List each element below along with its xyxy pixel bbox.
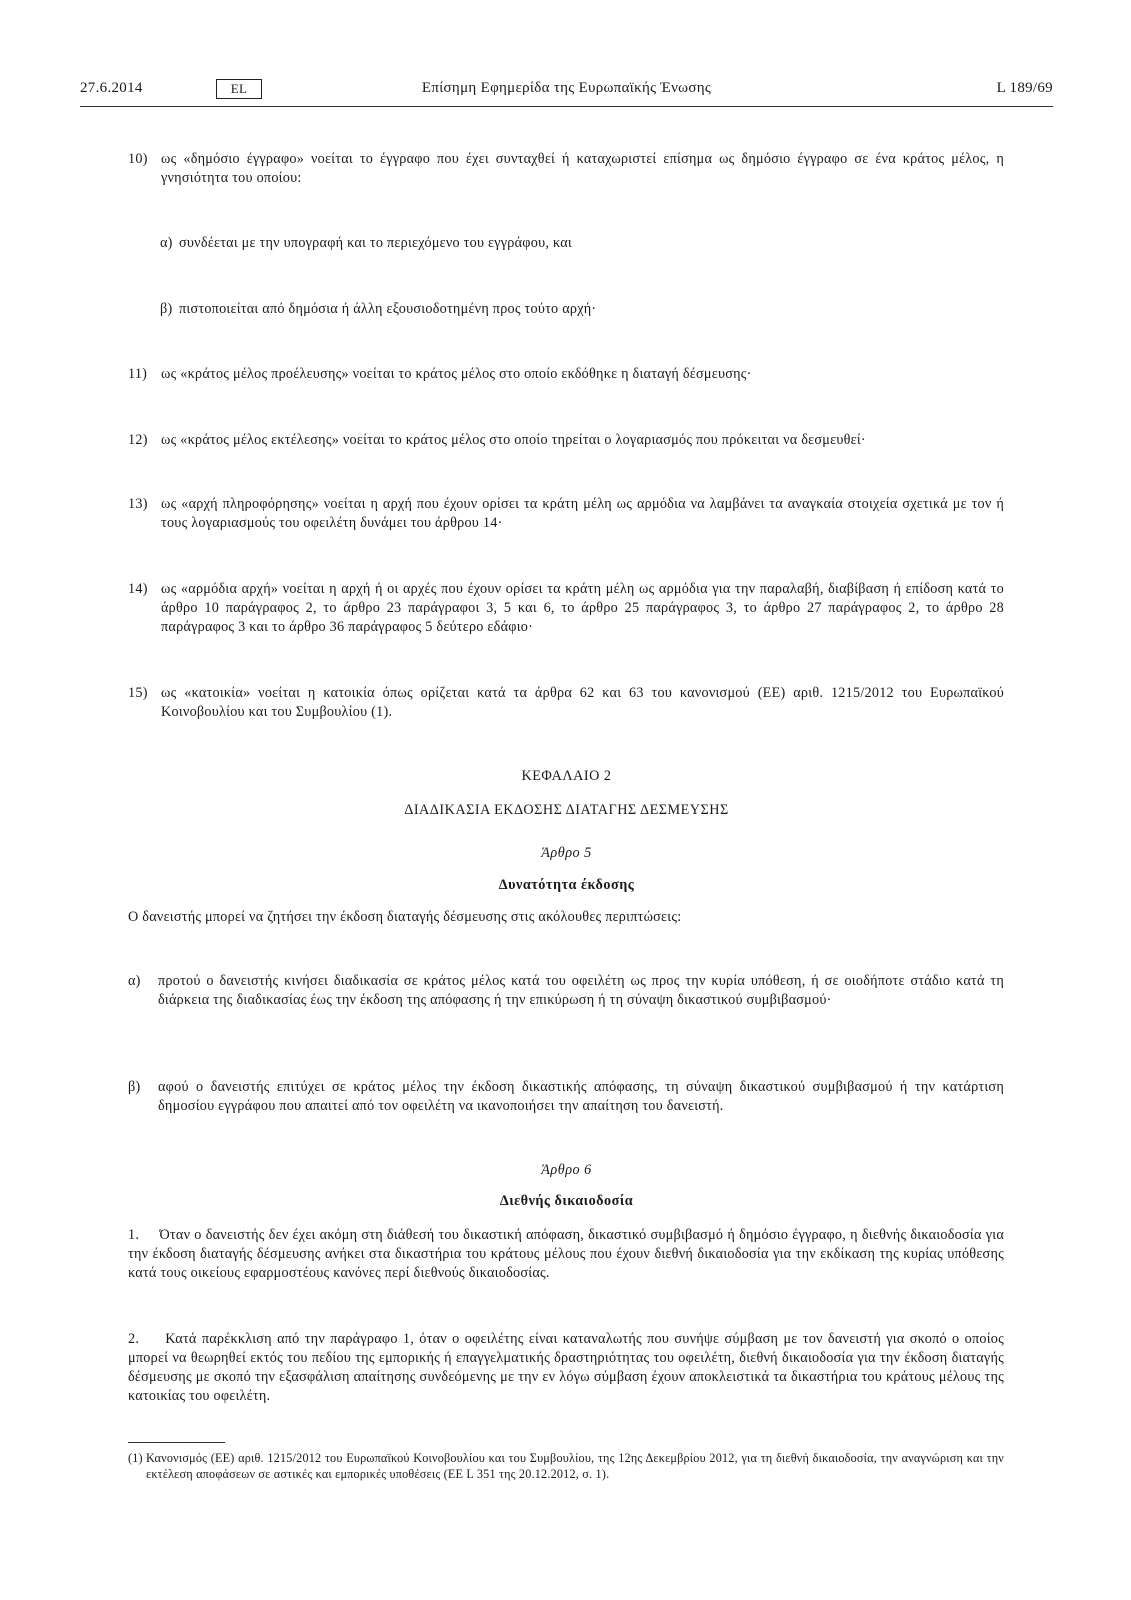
- footnote: [128, 1450, 1004, 1482]
- item-number: 14): [128, 581, 148, 597]
- page-header: [80, 80, 1053, 106]
- item-text: αφού ο δανειστής επιτύχει σε κράτος μέλος την έκδοση δικαστικής απόφασης, τη σύναψη δικαστικού συμβιβασμού ή την κατάρτιση δημοσίου εγγράφου που απαιτεί από τον οφειλέτη να ικανοποιήσει την απαίτηση του δανειστή.: [158, 1079, 1004, 1114]
- item-number: α): [160, 235, 173, 251]
- item-number: 12): [128, 432, 148, 448]
- item-text-tail: .: [388, 704, 393, 720]
- footnote-text: Κανονισμός (ΕΕ) αριθ. 1215/2012 του Ευρωπαϊκού Κοινοβουλίου και του Συμβουλίου, της 12ης Δεκεμβρίου 2012, για τη διεθνή δικαιοδοσία, την αναγνώριση και την εκτέλεση αποφάσεων σε αστικές και εμπορικές υποθέσεις (ΕΕ L 351 της 20.12.2012, σ. 1).: [146, 1451, 1004, 1481]
- item-text: προτού ο δανειστής κινήσει διαδικασία σε κράτος μέλος κατά του οφειλέτη ως προς την κυρία υπόθεση, ή σε οιοδήποτε στάδιο κατά τη διάρκεια της διαδικασίας έως την έκδοση της απόφασης ή την επικύρωση ή τη σύναψη δικαστικού συμβιβασμού·: [158, 973, 1004, 1008]
- item-number: 13): [128, 496, 148, 512]
- item-text: ως «αρμόδια αρχή» νοείται η αρχή ή οι αρχές που έχουν ορίσει τα κράτη μέλη ως αρμόδια για την παραλαβή, διαβίβαση ή επίδοση κατά το άρθρο 10 παράγραφος 2, το άρθρο 23 παράγραφοι 3, 5 και 6, το άρθρο 25 παράγραφος 3, το άρθρο 27 παράγραφος 2, το άρθρο 28 παράγραφος 3 και το άρθρο 36 παράγραφος 5 δεύτερο εδάφιο·: [161, 581, 1004, 635]
- definition-item: [128, 580, 1004, 637]
- item-number: 10): [128, 151, 148, 167]
- item-number: β): [128, 1079, 141, 1095]
- item-text: ως «δημόσιο έγγραφο» νοείται το έγγραφο που έχει συνταχθεί ή καταχωριστεί επίσημα ως δημόσιο έγγραφο σε ένα κράτος μέλος, η γνησιότητα του οποίου:: [161, 151, 1004, 186]
- article-6-title: Διεθνής δικαιοδοσία: [499, 1193, 634, 1209]
- article-6-label: Άρθρο 6: [541, 1162, 592, 1178]
- item-text: ως «κράτος μέλος προέλευσης» νοείται το κράτος μέλος στο οποίο εκδόθηκε η διαταγή δέσμευσης·: [161, 366, 752, 382]
- definition-item: [128, 150, 1004, 188]
- article-5-intro: Ο δανειστής μπορεί να ζητήσει την έκδοση διαταγής δέσμευσης στις ακόλουθες περιπτώσεις:: [128, 909, 682, 925]
- item-text: πιστοποιείται από δημόσια ή άλλη εξουσιοδοτημένη προς τούτο αρχή·: [179, 301, 597, 317]
- article-6-paragraph: [128, 1226, 1004, 1283]
- article-5-label: Άρθρο 5: [541, 845, 592, 861]
- definition-item: [128, 365, 1004, 384]
- definition-subitem: [160, 234, 1004, 253]
- item-number: 15): [128, 685, 148, 701]
- chapter-title: ΔΙΑΔΙΚΑΣΙΑ ΕΚΔΟΣΗΣ ΔΙΑΤΑΓΗΣ ΔΕΣΜΕΥΣΗΣ: [404, 802, 729, 818]
- paragraph-text: Όταν ο δανειστής δεν έχει ακόμη στη διάθεσή του δικαστική απόφαση, δικαστικό συμβιβασμό ή δημόσιο έγγραφο, η διεθνής δικαιοδοσία για την έκδοση διαταγής δέσμευσης ανήκει στα δικαστήρια του κράτους μέλους που έχουν διεθνή δικαιοδοσία για την εκδίκαση της κυρίας υπόθεσης κατά τους οικείους εφαρμοστέους κανόνες περί διεθνούς δικαιοδοσίας.: [128, 1227, 1004, 1281]
- definition-item: [128, 495, 1004, 533]
- item-text-body: ως «κατοικία» νοείται η κατοικία όπως ορίζεται κατά τα άρθρα 62 και 63 του κανονισμού (ΕΕ) αριθ. 1215/2012 του Ευρωπαϊκού Κοινοβουλίου και του Συμβουλίου: [161, 685, 1004, 720]
- footnote-number: (1): [128, 1451, 143, 1465]
- footnote-marker[interactable]: (1): [371, 704, 389, 720]
- item-text: [161, 684, 1004, 722]
- language-badge: EL: [216, 79, 262, 99]
- definition-item: [128, 684, 1004, 722]
- paragraph-number: 2.: [128, 1331, 140, 1347]
- item-text: ως «κράτος μέλος εκτέλεσης» νοείται το κράτος μέλος στο οποίο τηρείται ο λογαριασμός που πρόκειται να δεσμευθεί·: [161, 432, 866, 448]
- article-5-item: [128, 1078, 1004, 1116]
- header-rule: [80, 106, 1053, 107]
- article-5-item: [128, 972, 1004, 1010]
- definition-item: [128, 431, 1004, 450]
- item-number: 11): [128, 366, 148, 382]
- article-6-paragraph: [128, 1330, 1004, 1406]
- item-number: β): [160, 301, 173, 317]
- paragraph-number: 1.: [128, 1227, 140, 1243]
- item-number: α): [128, 973, 141, 989]
- definition-subitem: [160, 300, 1004, 319]
- footnote-rule: [128, 1442, 225, 1443]
- paragraph-text: Κατά παρέκκλιση από την παράγραφο 1, όταν ο οφειλέτης είναι καταναλωτής που συνήψε σύμβαση με τον δανειστή για σκοπό ο οποίος μπορεί να θεωρηθεί εκτός του πεδίου της εμπορικής ή επαγγελματικής δραστηριότητας του οφειλέτη, διεθνή δικαιοδοσία για την έκδοση διαταγής δέσμευσης με σκοπό την εξασφάλιση απαίτησης συνδεόμενης με την εν λόγω σύμβαση έχουν αποκλειστικά τα δικαστήρια του κράτους μέλους της κατοικίας του οφειλέτη.: [128, 1331, 1005, 1404]
- chapter-label: ΚΕΦΑΛΑΙΟ 2: [521, 768, 612, 784]
- journal-title: Επίσημη Εφημερίδα της Ευρωπαϊκής Ένωσης: [421, 80, 712, 96]
- item-text: συνδέεται με την υπογραφή και το περιεχόμενο του εγγράφου, και: [179, 235, 572, 251]
- article-5-title: Δυνατότητα έκδοσης: [498, 877, 635, 893]
- publication-date: 27.6.2014: [80, 80, 143, 96]
- item-text: ως «αρχή πληροφόρησης» νοείται η αρχή που έχουν ορίσει τα κράτη μέλη ως αρμόδια να λαμβάνει τα αναγκαία στοιχεία σχετικά με τον ή τους λογαριασμούς του οφειλέτη δυνάμει του άρθρου 14·: [161, 496, 1004, 531]
- page-reference: L 189/69: [996, 80, 1053, 96]
